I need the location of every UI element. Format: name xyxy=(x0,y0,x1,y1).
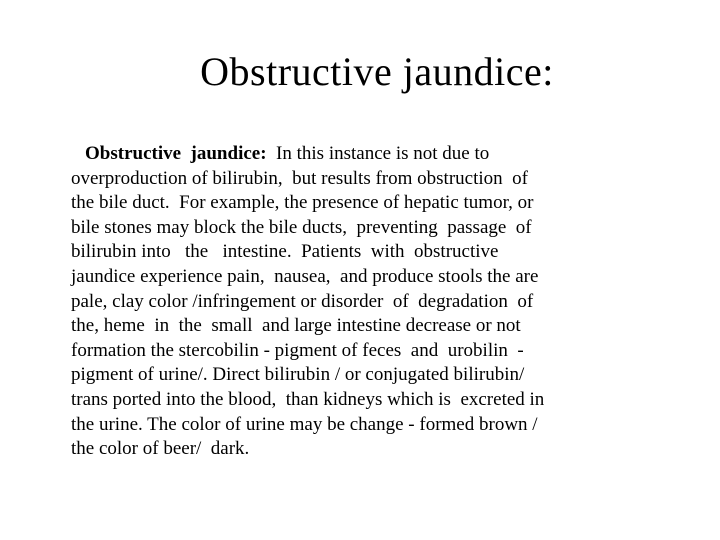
lead-term: Obstructive jaundice: xyxy=(85,143,267,164)
body-line-10: pigment of urine/. Direct bilirubin / or conjugated bilirubin/ xyxy=(71,364,525,386)
body-line-13: the color of beer/ dark. xyxy=(71,438,250,460)
body-line-3: the bile duct. For example, the presence of hepatic tumor, or xyxy=(71,192,534,214)
body-line-5: bilirubin into the intestine. Patients with obstructive xyxy=(71,241,499,263)
body-line-1 xyxy=(71,142,675,167)
body-line-2: overproduction of bilirubin, but results from obstruction of xyxy=(71,167,528,189)
slide-title: Obstructive jaundice: xyxy=(200,49,554,94)
body-paragraph xyxy=(71,142,675,462)
body-line-text: In this instance is not due to xyxy=(266,143,490,164)
body-line-11: trans ported into the blood, than kidneys which is excreted in xyxy=(71,388,545,410)
body-line-9: formation the stercobilin - pigment of feces and urobilin - xyxy=(71,339,524,361)
body-line-4: bile stones may block the bile ducts, preventing passage of xyxy=(71,216,532,238)
body-line-7: pale, clay color /infringement or disorder of degradation of xyxy=(71,290,534,312)
body-line-8: the, heme in the small and large intestine decrease or not xyxy=(71,315,521,337)
body-line-12: the urine. The color of urine may be change - formed brown / xyxy=(71,413,538,435)
body-line-6: jaundice experience pain, nausea, and produce stools the are xyxy=(71,265,539,287)
